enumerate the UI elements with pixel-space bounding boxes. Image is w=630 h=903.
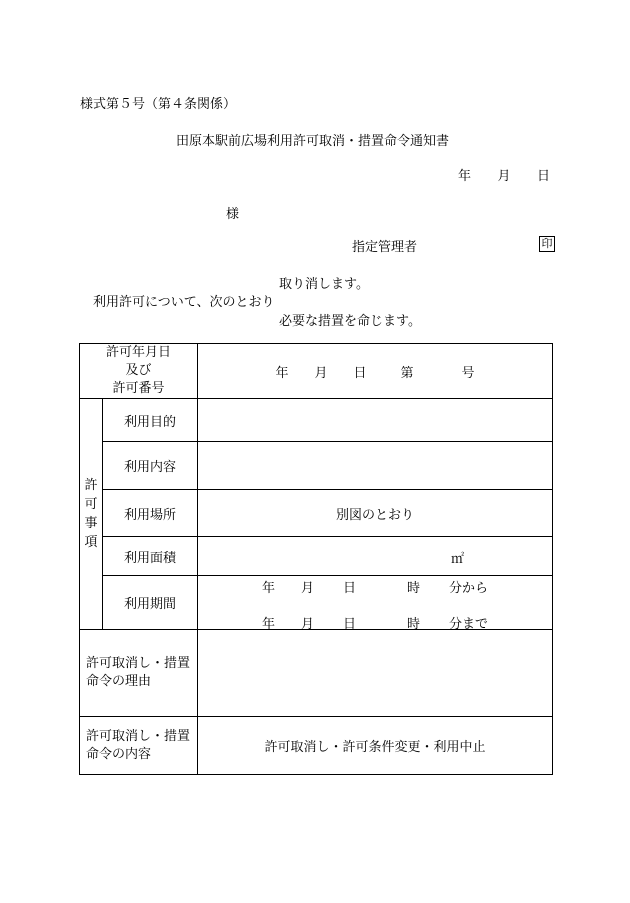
purpose-row: [80, 399, 553, 442]
issue-date-year: 年: [458, 169, 472, 184]
period-to-year: 年: [262, 617, 276, 632]
period-to-hour: 時: [407, 617, 421, 632]
action-row: [80, 717, 553, 775]
content-row: [80, 442, 553, 490]
content-value: [198, 442, 553, 490]
permit-date-header-line1: 許可年月日: [106, 345, 172, 360]
area-label: 利用面積: [103, 537, 198, 576]
reason-label-line1: 許可取消し・措置: [86, 656, 191, 671]
area-row: [80, 537, 553, 576]
permit-number-suffix: 号: [461, 365, 475, 381]
permit-items-group-label: [80, 399, 103, 630]
place-row: [80, 490, 553, 537]
permit-date-header: [80, 344, 198, 399]
group-char-4: 項: [84, 535, 98, 550]
action-label-line2: 命令の内容: [86, 746, 152, 762]
permit-table: [79, 343, 553, 775]
option-order: 必要な措置を命じます。: [279, 314, 421, 329]
reason-label-line2: 命令の理由: [86, 674, 152, 689]
permit-date-value: [198, 344, 553, 399]
purpose-value: [198, 399, 553, 442]
action-label: [80, 717, 198, 775]
place-value: 別図のとおり: [198, 490, 553, 537]
notice-sentence: 利用許可について、次のとおり: [93, 295, 275, 310]
manager-label: 指定管理者: [352, 240, 418, 255]
period-label: 利用期間: [103, 576, 198, 630]
purpose-label: 利用目的: [103, 399, 198, 442]
recipient-suffix: 様: [226, 207, 240, 222]
permit-number-prefix: 第: [400, 365, 414, 381]
permit-year: 年: [275, 365, 289, 381]
permit-date-row: [80, 344, 553, 399]
permit-date-header-line2: 及び: [125, 363, 152, 378]
document-title: 田原本駅前広場利用許可取消・措置命令通知書: [176, 134, 450, 149]
period-to-minute: 分まで: [449, 617, 489, 632]
area-unit: ㎡: [451, 552, 465, 567]
reason-value: [198, 630, 553, 717]
permit-month: 月: [314, 365, 328, 381]
period-from-day: 日: [343, 581, 357, 596]
issue-date: [458, 165, 550, 184]
period-from-minute: 分から: [449, 581, 489, 596]
reason-label: [80, 630, 198, 717]
issue-date-day: 日: [536, 169, 550, 184]
place-label: 利用場所: [103, 490, 198, 537]
action-label-line1: 許可取消し・措置: [86, 728, 191, 744]
group-char-1: 許: [84, 478, 98, 493]
form-number: 様式第５号（第４条関係）: [80, 97, 237, 112]
option-cancel: 取り消します。: [279, 277, 369, 292]
reason-row: [80, 630, 553, 717]
period-row: [80, 576, 553, 630]
permit-day: 日: [353, 365, 367, 381]
permit-date-header-line3: 許可番号: [112, 381, 165, 396]
period-from-year: 年: [262, 581, 276, 596]
group-char-2: 可: [84, 497, 98, 512]
area-value: [198, 537, 553, 576]
group-char-3: 事: [84, 516, 98, 531]
action-value: 許可取消し・許可条件変更・利用中止: [198, 717, 553, 775]
period-to-day: 日: [343, 617, 357, 632]
seal-mark: 印: [539, 236, 555, 252]
content-label: 利用内容: [103, 442, 198, 490]
period-value: [198, 576, 553, 630]
period-from-month: 月: [301, 581, 315, 596]
issue-date-month: 月: [497, 169, 511, 184]
period-from-hour: 時: [407, 581, 421, 596]
period-to-month: 月: [301, 617, 315, 632]
